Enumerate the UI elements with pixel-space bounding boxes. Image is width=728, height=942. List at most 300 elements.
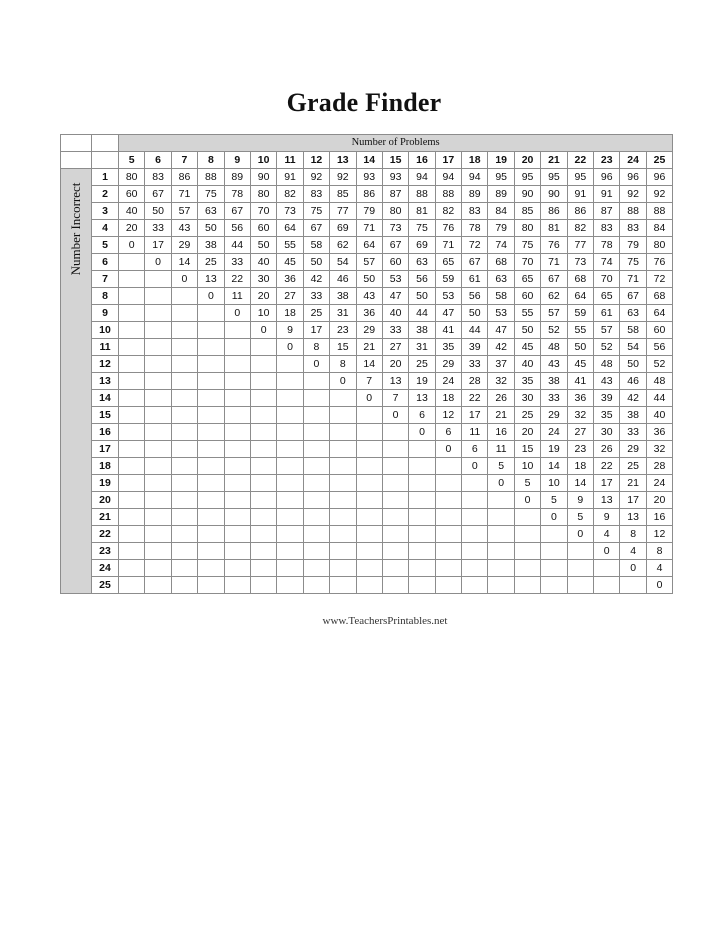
grade-cell: 35 [514,373,540,390]
grade-cell [277,373,303,390]
row-header: 1 [92,169,119,186]
grade-cell [277,543,303,560]
grade-cell: 40 [382,305,408,322]
grade-cell [462,509,488,526]
grade-cell: 70 [250,203,276,220]
grade-cell [198,424,224,441]
number-of-problems-label: Number of Problems [119,135,673,152]
grade-cell: 6 [435,424,461,441]
grade-cell: 40 [646,407,672,424]
grade-cell: 9 [567,492,593,509]
grade-cell [409,509,435,526]
grade-cell: 0 [594,543,620,560]
grade-cell [119,373,145,390]
grade-cell: 63 [488,271,514,288]
grade-cell: 45 [567,356,593,373]
grade-cell [198,373,224,390]
grade-cell: 10 [541,475,567,492]
grade-cell [435,492,461,509]
grade-cell: 35 [594,407,620,424]
grade-cell: 17 [620,492,646,509]
grade-cell: 90 [514,186,540,203]
grade-cell: 22 [462,390,488,407]
grade-cell: 52 [594,339,620,356]
grade-cell [145,288,171,305]
grade-cell [145,509,171,526]
row-header: 7 [92,271,119,288]
grade-cell [198,475,224,492]
grade-cell [303,441,329,458]
grade-cell: 87 [594,203,620,220]
grade-cell [409,458,435,475]
table-row [61,203,673,220]
grade-cell: 36 [277,271,303,288]
column-header: 8 [198,152,224,169]
grade-cell [277,356,303,373]
grade-cell: 8 [330,356,356,373]
row-header: 23 [92,543,119,560]
grade-cell: 86 [356,186,382,203]
grade-cell: 77 [330,203,356,220]
grade-cell [171,475,197,492]
grade-cell: 28 [462,373,488,390]
grade-cell [356,424,382,441]
grade-cell [119,458,145,475]
grade-cell: 4 [646,560,672,577]
grade-cell [277,560,303,577]
grade-cell: 76 [541,237,567,254]
grade-cell: 5 [514,475,540,492]
grade-cell: 10 [514,458,540,475]
grade-cell: 59 [567,305,593,322]
column-header: 21 [541,152,567,169]
grade-cell: 62 [330,237,356,254]
table-row [61,339,673,356]
grade-cell: 67 [382,237,408,254]
grade-cell [620,577,646,594]
number-incorrect-label [61,169,92,594]
grade-cell: 15 [514,441,540,458]
grade-cell: 18 [277,305,303,322]
grade-cell: 0 [435,441,461,458]
grade-cell: 50 [514,322,540,339]
grade-cell: 38 [620,407,646,424]
grade-cell: 56 [224,220,250,237]
grade-cell [382,424,408,441]
grade-cell [356,458,382,475]
row-header: 3 [92,203,119,220]
grade-cell: 55 [567,322,593,339]
grade-cell: 0 [382,407,408,424]
grade-cell: 43 [594,373,620,390]
grade-cell [541,577,567,594]
table-row [61,407,673,424]
grade-cell [250,339,276,356]
column-header: 19 [488,152,514,169]
grade-cell: 0 [462,458,488,475]
grade-cell [198,390,224,407]
grade-cell: 13 [198,271,224,288]
grade-cell [541,543,567,560]
grade-cell: 22 [224,271,250,288]
grade-cell: 57 [594,322,620,339]
grade-cell: 95 [514,169,540,186]
grade-cell [145,526,171,543]
grade-cell [356,475,382,492]
grade-cell [356,543,382,560]
grade-cell [409,577,435,594]
grade-cell [435,475,461,492]
grade-cell: 50 [303,254,329,271]
column-header: 17 [435,152,461,169]
grade-cell: 76 [435,220,461,237]
grade-cell: 78 [224,186,250,203]
grade-cell: 26 [488,390,514,407]
grade-cell: 27 [567,424,593,441]
table-row [61,356,673,373]
column-header: 9 [224,152,250,169]
grade-cell [224,339,250,356]
grade-cell: 25 [303,305,329,322]
grade-cell: 50 [145,203,171,220]
grade-cell: 27 [277,288,303,305]
grade-cell: 80 [250,186,276,203]
grade-cell [198,458,224,475]
table-row [61,560,673,577]
grade-cell: 48 [646,373,672,390]
grade-cell: 20 [250,288,276,305]
grade-cell: 6 [409,407,435,424]
grade-cell: 0 [620,560,646,577]
grade-cell: 56 [462,288,488,305]
grade-cell: 80 [382,203,408,220]
grade-cell: 53 [382,271,408,288]
grade-cell: 60 [514,288,540,305]
grade-cell [198,492,224,509]
grade-cell: 25 [514,407,540,424]
grade-cell [462,526,488,543]
grade-cell [145,560,171,577]
grade-cell: 55 [514,305,540,322]
grade-cell: 91 [277,169,303,186]
grade-cell: 12 [646,526,672,543]
grade-cell: 29 [356,322,382,339]
grade-cell [145,305,171,322]
grade-cell [277,390,303,407]
grade-cell [250,458,276,475]
row-header: 17 [92,441,119,458]
grade-cell [250,543,276,560]
grade-cell [514,526,540,543]
table-row [61,458,673,475]
grade-cell [488,560,514,577]
grade-cell: 71 [171,186,197,203]
grade-cell: 18 [435,390,461,407]
grade-cell: 19 [409,373,435,390]
column-header: 11 [277,152,303,169]
grade-cell [462,577,488,594]
grade-cell: 30 [594,424,620,441]
grade-cell: 20 [646,492,672,509]
grade-cell: 89 [462,186,488,203]
grade-cell: 81 [541,220,567,237]
grade-cell: 33 [224,254,250,271]
grade-cell: 28 [646,458,672,475]
grade-cell: 90 [250,169,276,186]
grade-cell: 82 [567,220,593,237]
grade-cell: 81 [409,203,435,220]
grade-cell [277,441,303,458]
grade-cell: 78 [594,237,620,254]
grade-cell: 26 [594,441,620,458]
table-row [61,186,673,203]
grade-cell: 17 [303,322,329,339]
table-row [61,288,673,305]
grade-cell [119,526,145,543]
grade-cell: 79 [620,237,646,254]
grade-cell: 56 [646,339,672,356]
grade-cell [514,543,540,560]
grade-cell: 11 [224,288,250,305]
grade-cell [250,373,276,390]
grade-cell: 92 [303,169,329,186]
table-row [61,169,673,186]
grade-cell [303,543,329,560]
grade-cell [330,424,356,441]
grade-cell: 42 [488,339,514,356]
grade-cell [119,339,145,356]
grade-cell: 40 [250,254,276,271]
grade-cell: 0 [250,322,276,339]
grade-cell [171,458,197,475]
grade-cell [462,560,488,577]
grade-cell: 5 [488,458,514,475]
grade-cell: 42 [303,271,329,288]
grade-cell [250,390,276,407]
grade-cell [119,577,145,594]
grade-cell: 38 [198,237,224,254]
grade-cell: 48 [541,339,567,356]
grade-cell [277,458,303,475]
grade-cell: 73 [277,203,303,220]
grade-cell: 92 [620,186,646,203]
grade-cell: 40 [514,356,540,373]
grade-cell [488,577,514,594]
grade-cell [330,526,356,543]
grade-cell [567,577,593,594]
grade-cell: 20 [514,424,540,441]
grade-cell: 93 [382,169,408,186]
grade-cell [119,560,145,577]
grade-cell [119,475,145,492]
grade-cell: 20 [119,220,145,237]
grade-cell: 16 [646,509,672,526]
grade-cell [145,492,171,509]
grade-cell: 75 [620,254,646,271]
grade-cell [594,560,620,577]
grade-cell: 83 [145,169,171,186]
grade-cell [409,560,435,577]
grade-cell [303,577,329,594]
grade-cell: 36 [356,305,382,322]
grade-cell: 90 [541,186,567,203]
row-header: 18 [92,458,119,475]
grade-cell [224,424,250,441]
grade-cell: 17 [462,407,488,424]
grade-cell: 0 [145,254,171,271]
grade-cell: 0 [198,288,224,305]
grade-cell [198,509,224,526]
grade-cell: 15 [330,339,356,356]
grade-cell [250,577,276,594]
row-header: 11 [92,339,119,356]
grade-cell: 7 [356,373,382,390]
grade-cell: 65 [594,288,620,305]
grade-cell [198,356,224,373]
grade-cell: 22 [594,458,620,475]
grade-cell: 17 [594,475,620,492]
row-header: 24 [92,560,119,577]
grade-cell [171,560,197,577]
grade-cell: 0 [409,424,435,441]
grade-cell [145,356,171,373]
grade-cell [330,390,356,407]
grade-cell [303,526,329,543]
grade-cell: 52 [541,322,567,339]
grade-cell: 4 [620,543,646,560]
row-header: 22 [92,526,119,543]
column-header: 12 [303,152,329,169]
grade-cell [514,560,540,577]
grade-cell: 82 [277,186,303,203]
grade-cell: 48 [594,356,620,373]
grade-cell: 67 [462,254,488,271]
grade-cell [145,407,171,424]
page-title: Grade Finder [286,88,442,117]
grade-cell: 41 [435,322,461,339]
grade-cell [250,560,276,577]
grade-cell [198,305,224,322]
grade-cell: 92 [330,169,356,186]
table-row [61,271,673,288]
grade-cell [382,458,408,475]
grade-cell: 35 [435,339,461,356]
grade-cell: 53 [488,305,514,322]
grade-cell [277,407,303,424]
grade-cell: 31 [409,339,435,356]
grade-cell: 33 [462,356,488,373]
grade-cell [171,356,197,373]
grade-cell [303,560,329,577]
grade-cell: 72 [462,237,488,254]
grade-cell [488,543,514,560]
grade-cell: 96 [594,169,620,186]
grade-cell [224,390,250,407]
grade-cell: 80 [119,169,145,186]
grade-cell: 75 [303,203,329,220]
grade-cell [330,560,356,577]
grade-cell: 70 [514,254,540,271]
grade-cell: 0 [541,509,567,526]
grade-cell: 41 [567,373,593,390]
grade-cell: 33 [303,288,329,305]
grade-cell [303,390,329,407]
grade-cell [382,560,408,577]
grade-cell [119,356,145,373]
grade-cell [171,305,197,322]
grade-cell: 96 [646,169,672,186]
grade-cell [277,509,303,526]
grade-cell [171,577,197,594]
grade-cell [171,288,197,305]
grade-cell: 6 [462,441,488,458]
grade-cell [224,373,250,390]
grade-cell: 45 [514,339,540,356]
grade-cell: 47 [488,322,514,339]
grade-cell [330,577,356,594]
grade-cell [145,543,171,560]
grade-cell: 53 [435,288,461,305]
grade-cell [303,407,329,424]
grade-cell: 86 [171,169,197,186]
grade-cell [382,475,408,492]
grade-cell: 84 [646,220,672,237]
grade-cell: 31 [330,305,356,322]
grade-cell: 24 [541,424,567,441]
grade-cell [198,526,224,543]
row-header: 6 [92,254,119,271]
grade-cell: 86 [541,203,567,220]
grade-cell [250,526,276,543]
grade-cell: 43 [541,356,567,373]
grade-cell: 83 [594,220,620,237]
grade-cell: 0 [303,356,329,373]
grade-cell: 11 [462,424,488,441]
grade-cell [567,543,593,560]
grade-cell: 9 [594,509,620,526]
grade-cell: 24 [435,373,461,390]
column-header: 6 [145,152,171,169]
grade-cell: 14 [171,254,197,271]
grade-cell: 23 [330,322,356,339]
grade-cell: 50 [356,271,382,288]
grade-cell: 71 [541,254,567,271]
grade-cell [330,441,356,458]
grade-cell: 61 [462,271,488,288]
grade-cell [171,543,197,560]
grade-cell [303,373,329,390]
grade-cell [224,441,250,458]
grade-cell [409,526,435,543]
grade-cell [541,560,567,577]
grade-cell [409,543,435,560]
grade-cell [171,424,197,441]
grade-cell [382,543,408,560]
grade-cell [119,390,145,407]
grade-cell [145,271,171,288]
row-header: 16 [92,424,119,441]
grade-cell [356,577,382,594]
grade-cell [277,424,303,441]
grade-cell [198,339,224,356]
grade-cell [145,322,171,339]
grade-cell: 67 [145,186,171,203]
grade-cell [382,577,408,594]
grade-cell: 30 [514,390,540,407]
grade-cell: 44 [224,237,250,254]
grade-cell: 83 [303,186,329,203]
grade-cell: 13 [620,509,646,526]
